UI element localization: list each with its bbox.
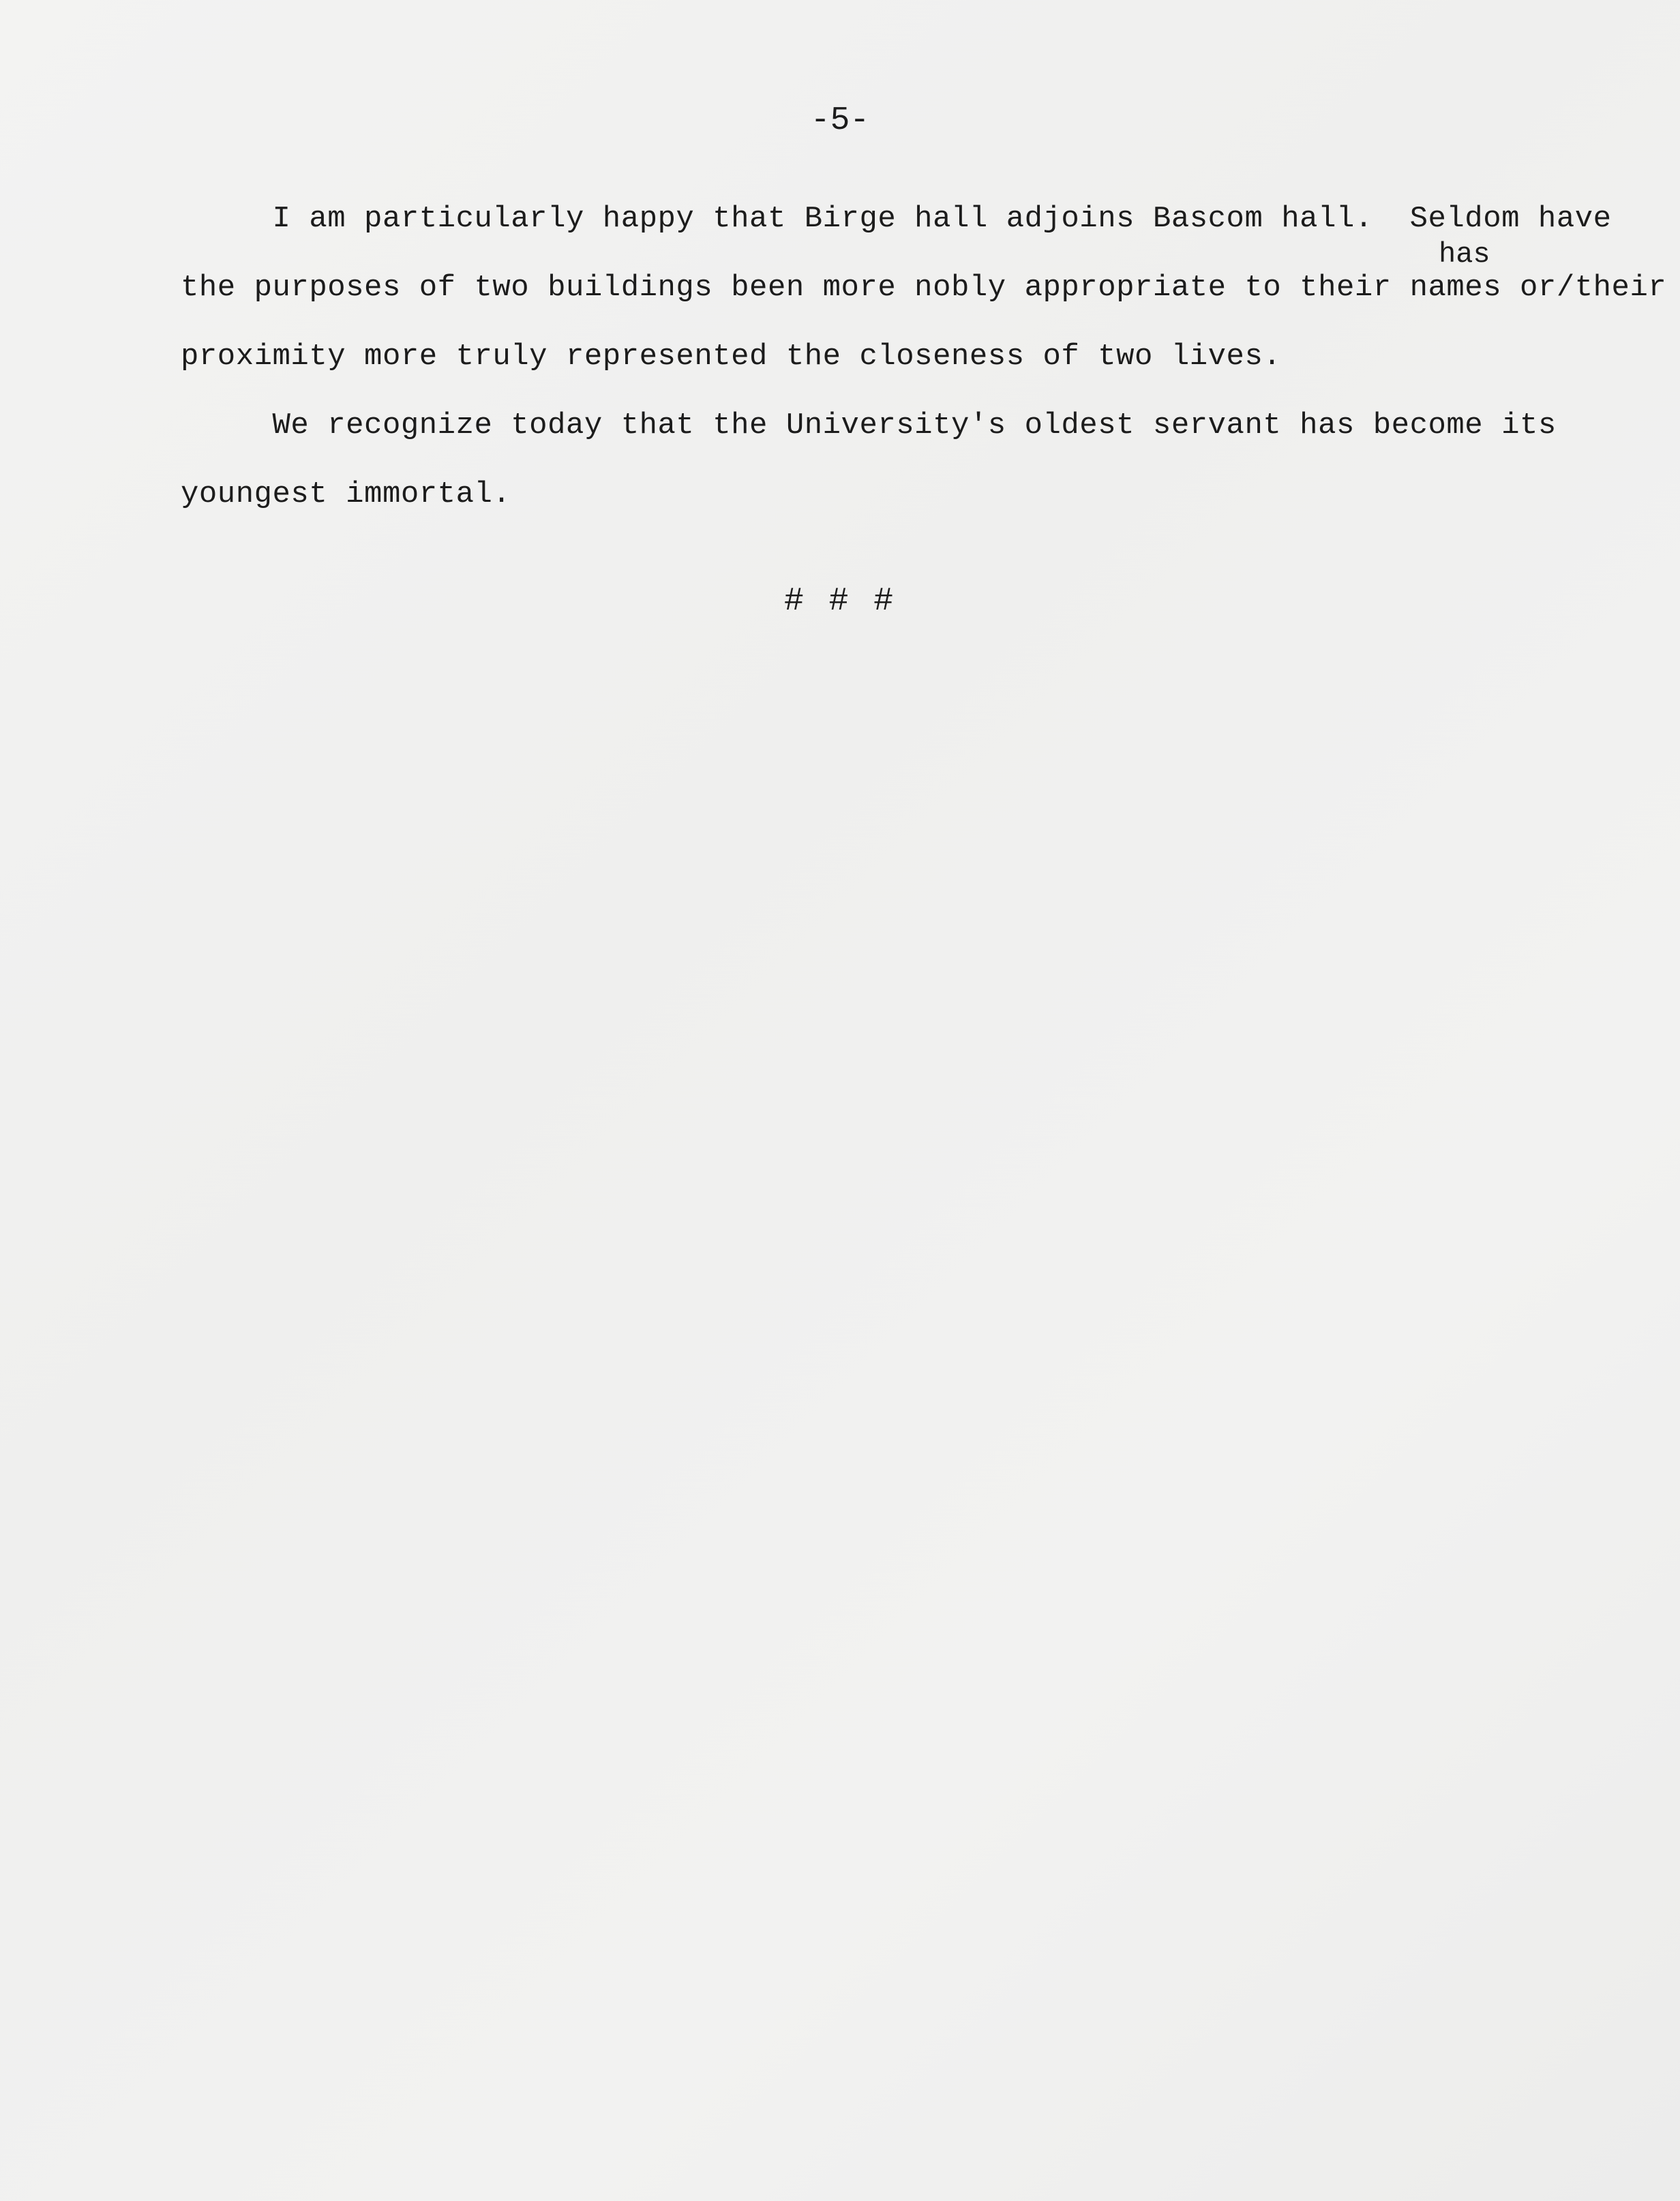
page-number: -5- <box>810 102 870 139</box>
paragraph-2-line-2: youngest immortal. <box>181 477 511 511</box>
paragraph-1-line-3: proximity more truly represented the closeness of two lives. <box>181 340 1282 374</box>
paragraph-1-line-1: I am particularly happy that Birge hall adjoins Bascom hall. Seldom have <box>181 202 1612 236</box>
paragraph-2-line-1: We recognize today that the University's oldest servant has become its <box>181 408 1557 443</box>
paragraph-1-line-2: the purposes of two buildings been more nobly appropriate to their names or/their <box>181 271 1667 305</box>
end-mark: # # # <box>783 583 897 620</box>
interlinear-insert: has <box>1439 238 1490 271</box>
